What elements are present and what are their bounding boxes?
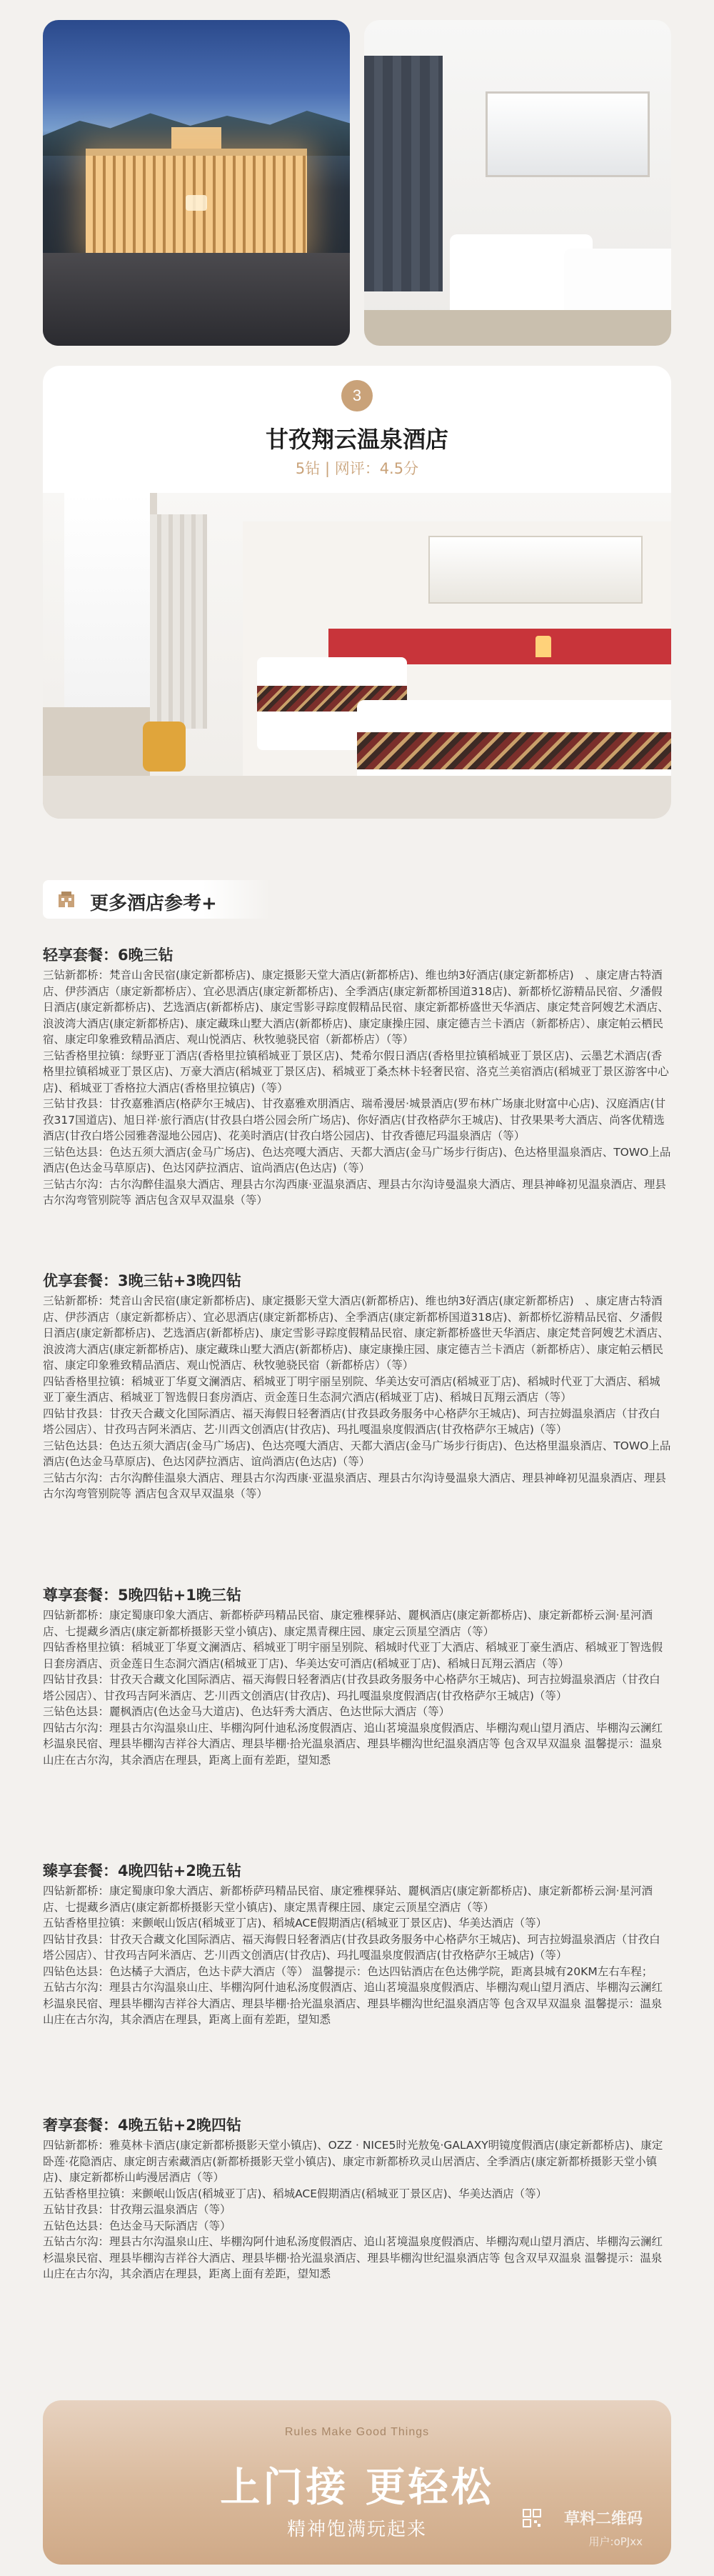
watermark-user: 用户:oPJxx (588, 2535, 643, 2548)
package-line: 五钻香格里拉镇：来颤岷山饭店(稻城亚丁店)、稻城ACE假期酒店(稻城亚丁景区店)、华美达酒店（等） (43, 1917, 548, 1929)
package-line: 四钻香格里拉镇：稻城亚丁华夏文澜酒店、稻城亚丁明宇丽呈别院、稻城时代亚丁大酒店、稻城亚丁豪生酒店、稻城亚丁智选假日套房酒店、贡金莲日生态洞穴酒店(稻城亚丁店)、华美达安可酒店(稻城亚丁店)、稻城日瓦翔云酒店（等） (43, 1641, 663, 1670)
package-line: 三钻色达县：色达五须大酒店(金马广场店)、色达亮嘎大酒店、天都大酒店(金马广场步行街店)、色达格里温泉酒店、TOWO上品酒店(色达金马草原店)、色达冈萨拉酒店、谊尚酒店(色达店)（等） (43, 1145, 671, 1174)
package-line: 五钻色达县：色达金马天际酒店（等） (43, 2219, 231, 2232)
package-line: 五钻香格里拉镇：来颤岷山饭店(稻城亚丁店)、稻城ACE假期酒店(稻城亚丁景区店)、华美达酒店（等） (43, 2187, 548, 2200)
package-title: 奢享套餐：4晚五钻+2晚四钻 (43, 2117, 241, 2134)
package-title: 优享套餐：3晚三钻+3晚四钻 (43, 1272, 241, 1289)
more-hotels-header (43, 880, 271, 919)
package-line: 四钻色达县：色达橘子大酒店，色达卡萨大酒店（等） 温馨提示：色达四钻酒店在色达佛学院，距离县城有20KM左右车程； (43, 1965, 653, 1978)
watermark-text: 草料二维码 (563, 2510, 643, 2528)
package-light (43, 944, 671, 1209)
package-line: 四钻古尔沟：理县古尔沟温泉山庄、毕棚沟阿什迪私汤度假酒店、追山茗境温泉度假酒店、毕棚沟观山望月酒店、毕棚沟云澜红杉温泉民宿、理县毕棚沟吉祥谷大酒店、理县毕棚·拾光温泉酒店、理县毕棚沟世纪温泉酒店等 包含双早双温泉 温馨提示：温泉山庄在古尔沟，其余酒店在理县，距离上面有差距，望知悉 (43, 1721, 663, 1767)
package-line: 五钻古尔沟：理县古尔沟温泉山庄、毕棚沟阿什迪私汤度假酒店、追山茗境温泉度假酒店、毕棚沟观山望月酒店、毕棚沟云澜红杉温泉民宿、理县毕棚沟吉祥谷大酒店、理县毕棚·拾光温泉酒店、理县毕棚沟世纪温泉酒店等 包含双早双温泉 温馨提示：温泉山庄在古尔沟，其余酒店在理县，距离上面有差距，望知悉 (43, 1981, 663, 2026)
package-title: 臻享套餐：4晚四钻+2晚五钻 (43, 1862, 241, 1879)
package-line: 四钻新都桥：康定蜀康印象大酒店、新都桥萨玛精品民宿、康定雅棵驿站、麗枫酒店(康定新都桥店)、康定新都桥云涧·星河酒店、七提藏乡酒店(康定新都桥摄影天堂小镇店)、康定黑青稞庄园、康定云顶星空酒店（等） (43, 1884, 653, 1914)
package-line: 三钻新都桥：梵音山舍民宿(康定新都桥店)、康定摄影天堂大酒店(新都桥店)、维也纳3好酒店(康定新都桥店) 、康定唐古特酒店、伊莎酒店（康定新都桥店）、宜必思酒店(康定新都桥店)、全季酒店(康定新都桥国道318店)、新都桥忆游精品民宿、夕潘假日酒店(康定新都桥店)、艺选酒店(新都桥店)、康定雪影寻踪度假精品民宿、康定新都桥盛世天华酒店、康定梵音阿嫂艺术酒店、浪波湾大酒店(康定新都桥店)、康定藏珠山墅大酒店(新都桥店)、康定康操庄园、康定德吉兰卡酒店（新都桥店）、康定帕云栖民宿、康定印象雅致精品酒店、观山悦酒店、秋牧驰骁民宿（新都桥店）（等） (43, 969, 669, 1046)
package-premium (43, 1270, 671, 1502)
package-line: 五钻古尔沟：理县古尔沟温泉山庄、毕棚沟阿什迪私汤度假酒店、追山茗境温泉度假酒店、毕棚沟观山望月酒店、毕棚沟云澜红杉温泉民宿、理县毕棚沟吉祥谷大酒店、理县毕棚·拾光温泉酒店、理县毕棚沟世纪温泉酒店等 包含双早双温泉 温馨提示：温泉山庄在古尔沟，其余酒店在理县，距离上面有差距，望知悉 (43, 2235, 663, 2280)
hotel-name: 甘孜翔云温泉酒店 (265, 426, 448, 453)
package-deluxe (43, 1584, 671, 1768)
hotel-icon (57, 890, 76, 909)
package-line: 三钻甘孜县：甘孜嘉雅酒店(格萨尔王城店)、甘孜嘉雅欢朋酒店、瑞希漫居·城景酒店(罗布林广场康北财富中心店)、汉庭酒店(甘孜317国道店)、旭日祥·旅行酒店(甘孜县白塔公园会所广场店)、你好酒店(甘孜格萨尔王城店)、甘孜果果考大酒店、尚客优精选酒店(甘孜白塔公园雅砻湿地公园店)、花美时酒店(甘孜白塔公园店)、甘孜香德尼玛温泉酒店（等） (43, 1097, 666, 1142)
package-line: 四钻新都桥：雅莫林卡酒店(康定新都桥摄影天堂小镇店)、OZZ · NICE5时光敖兔·GALAXY明镜度假酒店(康定新都桥店)、康定卧莲·花隐酒店、康定朗吉索藏酒店(新都桥摄影天堂小镇店)、康定市新都桥玖灵山居酒店、全季酒店(康定新都桥摄影天堂小镇店)、康定新都桥山屿漫居酒店（等） (43, 2139, 663, 2184)
package-line: 四钻甘孜县：甘孜天合藏文化国际酒店、福天海假日轻奢酒店(甘孜县政务服务中心格萨尔王城店)、珂吉拉姆温泉酒店（甘孜白塔公园店）、甘孜玛吉阿米酒店、艺·川西文创酒店(甘孜店)、玛扎嘎温泉度假酒店(甘孜格萨尔王城店)（等） (43, 1673, 660, 1702)
package-supreme (43, 1860, 671, 2028)
package-line: 四钻新都桥：康定蜀康印象大酒店、新都桥萨玛精品民宿、康定雅棵驿站、麗枫酒店(康定新都桥店)、康定新都桥云涧·星河酒店、七提藏乡酒店(康定新都桥摄影天堂小镇店)、康定黑青稞庄园、康定云顶星空酒店（等） (43, 1609, 653, 1638)
watermark-logo-icon (523, 2509, 541, 2527)
package-line: 四钻甘孜县：甘孜天合藏文化国际酒店、福天海假日轻奢酒店(甘孜县政务服务中心格萨尔王城店)、珂吉拉姆温泉酒店（甘孜白塔公园店）、甘孜玛吉阿米酒店、艺·川西文创酒店(甘孜店)、玛扎嘎温泉度假酒店(甘孜格萨尔王城店)（等） (43, 1932, 660, 1962)
package-line: 三钻古尔沟：古尔沟醉佳温泉大酒店、理县古尔沟西康·亚温泉酒店、理县古尔沟诗曼温泉大酒店、理县神峰初见温泉酒店、理县古尔沟弯管别院等 酒店包含双早双温泉（等） (43, 1471, 666, 1500)
package-title: 尊享套餐：5晚四钻+1晚三钻 (43, 1587, 241, 1604)
pickup-banner (43, 2400, 671, 2565)
package-luxury (43, 2115, 671, 2282)
package-line: 三钻色达县：色达五须大酒店(金马广场店)、色达亮嘎大酒店、天都大酒店(金马广场步行街店)、色达格里温泉酒店、TOWO上品酒店(色达金马草原店)、色达冈萨拉酒店、谊尚酒店(色达店)（等） (43, 1439, 671, 1468)
hotel-room-photo (43, 493, 671, 819)
banner-subtitle: 精神饱满玩起来 (286, 2519, 427, 2540)
package-line: 三钻古尔沟：古尔沟醉佳温泉大酒店、理县古尔沟西康·亚温泉酒店、理县古尔沟诗曼温泉大酒店、理县神峰初见温泉酒店、理县古尔沟弯管别院等 酒店包含双早双温泉（等） (43, 1177, 666, 1207)
package-line: 四钻香格里拉镇：稻城亚丁华夏文澜酒店、稻城亚丁明宇丽呈别院、华美达安可酒店(稻城亚丁店)、稻城时代亚丁大酒店、稻城亚丁豪生酒店、稻城亚丁智选假日套房酒店、贡金莲日生态洞穴酒店(稻城亚丁店)、稻城日瓦翔云酒店（等） (43, 1374, 660, 1404)
hotel-card (43, 366, 671, 819)
twin-room-photo (364, 20, 671, 346)
package-line: 三钻色达县：麗枫酒店(色达金马大道店)、色达轩秀大酒店、色达世际大酒店（等） (43, 1705, 451, 1718)
hotel-number-badge: 3 (341, 380, 373, 411)
banner-english-tagline: Rules Make Good Things (284, 2426, 430, 2438)
more-hotels-title: 更多酒店参考+ (90, 893, 217, 914)
hotel-exterior-photo (43, 20, 350, 346)
banner-headline: 上门接 更轻松 (220, 2465, 494, 2511)
package-line: 三钻新都桥：梵音山舍民宿(康定新都桥店)、康定摄影天堂大酒店(新都桥店)、维也纳3好酒店(康定新都桥店) 、康定唐古特酒店、伊莎酒店（康定新都桥店）、宜必思酒店(康定新都桥店)、全季酒店(康定新都桥国道318店)、新都桥忆游精品民宿、夕潘假日酒店(康定新都桥店)、艺选酒店(新都桥店)、康定雪影寻踪度假精品民宿、康定新都桥盛世天华酒店、康定梵音阿嫂艺术酒店、浪波湾大酒店(康定新都桥店)、康定藏珠山墅大酒店(新都桥店)、康定康操庄园、康定德吉兰卡酒店（新都桥店）、康定帕云栖民宿、康定印象雅致精品酒店、观山悦酒店、秋牧驰骁民宿（新都桥店）（等） (43, 1294, 669, 1372)
hotel-rating: 5钻 | 网评：4.5分 (295, 460, 419, 477)
package-title: 轻享套餐：6晚三钻 (43, 947, 174, 964)
package-line: 五钻甘孜县：甘孜翔云温泉酒店（等） (43, 2203, 231, 2216)
package-line: 四钻甘孜县：甘孜天合藏文化国际酒店、福天海假日轻奢酒店(甘孜县政务服务中心格萨尔王城店)、珂吉拉姆温泉酒店（甘孜白塔公园店）、甘孜玛吉阿米酒店、艺·川西文创酒店(甘孜店)、玛扎嘎温泉度假酒店(甘孜格萨尔王城店)（等） (43, 1407, 660, 1436)
package-line: 三钻香格里拉镇：绿野亚丁酒店(香格里拉镇稻城亚丁景区店)、梵希尔假日酒店(香格里拉镇稻城亚丁景区店)、云墨艺术酒店(香格里拉镇稻城亚丁景区店)、万豪大酒店(稻城亚丁景区店)、稻城亚丁桑杰林卡轻奢民宿、洛克兰美宿酒店(稻城亚丁景区游客中心店)、稻城亚丁香格拉大酒店(香格里拉镇店)（等） (43, 1049, 669, 1094)
